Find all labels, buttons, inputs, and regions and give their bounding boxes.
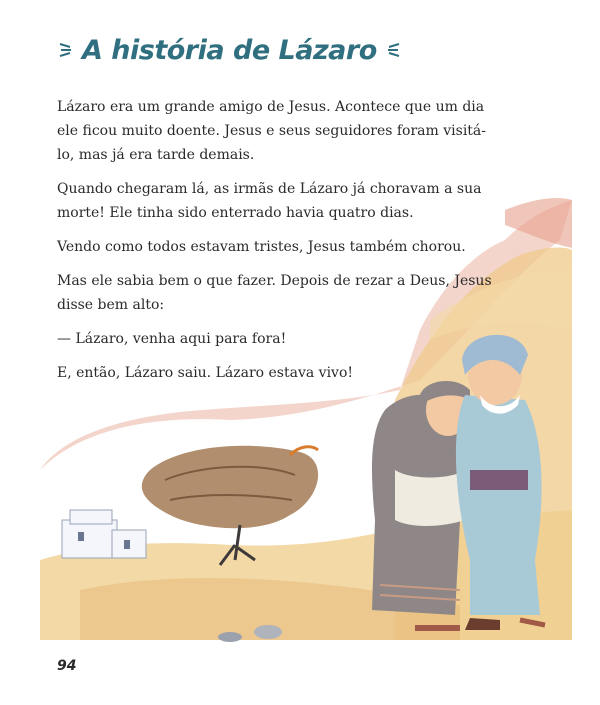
page-title: A história de Lázaro [82, 34, 377, 66]
rock-icon [254, 625, 282, 639]
rock-icon [218, 632, 242, 642]
story-text [57, 95, 497, 395]
flourish-right-icon [385, 40, 401, 60]
title-row [58, 28, 401, 72]
sister-figure [372, 381, 470, 615]
page-number: 94 [57, 658, 77, 674]
paragraph: Vendo como todos estavam tristes, Jesus também chorou. [57, 239, 466, 255]
paragraph: — Lázaro, venha aqui para fora! [57, 331, 287, 347]
house-icon [62, 510, 146, 558]
paragraph: Quando chegaram lá, as irmãs de Lázaro já choravam a sua morte! Ele tinha sido enterrado havia quatro dias. [57, 181, 482, 221]
paragraph: Mas ele sabia bem o que fazer. Depois de rezar a Deus, Jesus disse bem alto: [57, 273, 492, 313]
paragraph: E, então, Lázaro saiu. Lázaro estava vivo! [57, 365, 354, 381]
flourish-left-icon [58, 40, 74, 60]
paragraph: Lázaro era um grande amigo de Jesus. Acontece que um dia ele ficou muito doente. Jesus e seus seguidores foram visitá-lo, mas já era tarde demais. [57, 99, 486, 163]
